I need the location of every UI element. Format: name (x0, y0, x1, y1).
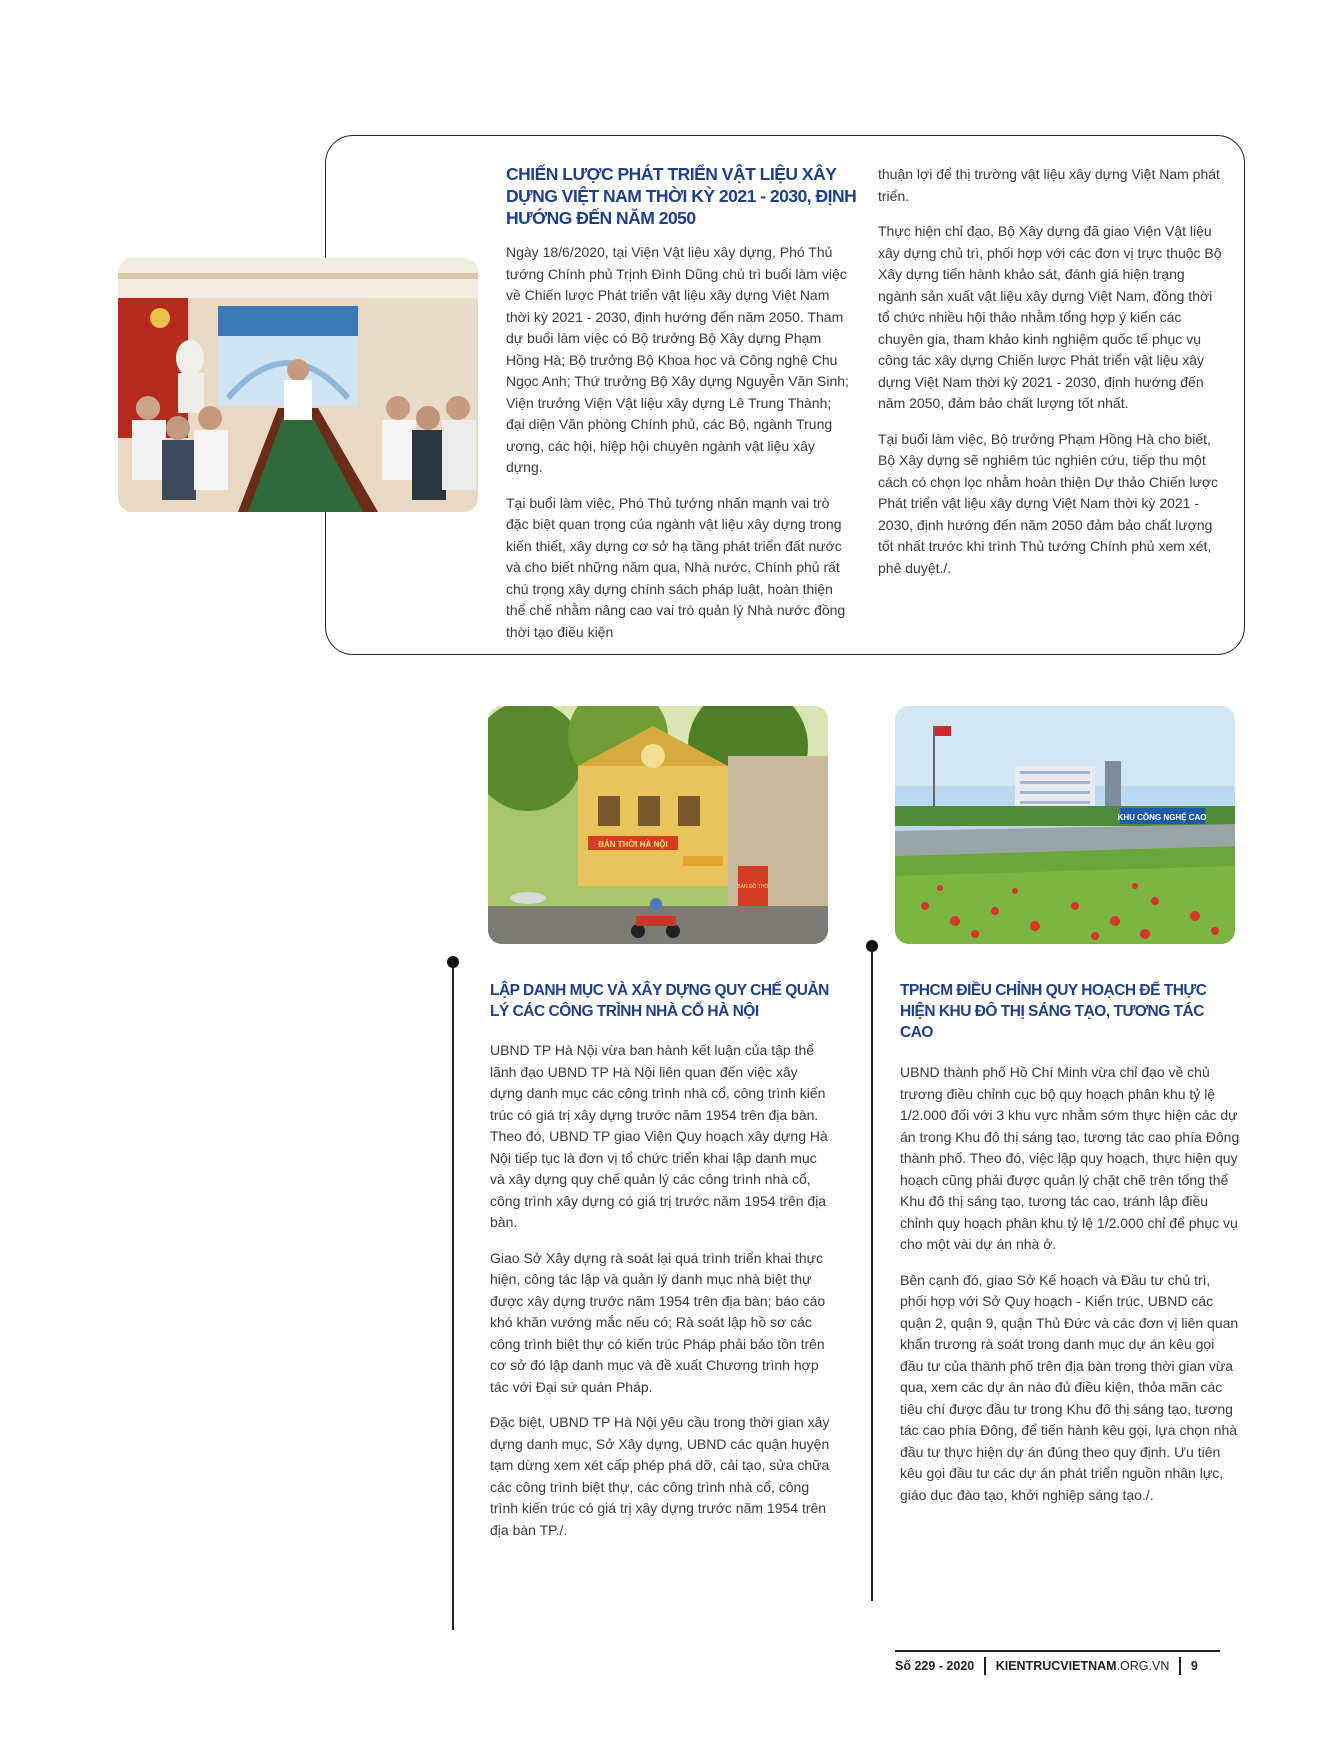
paragraph: Ngày 18/6/2020, tại Viện Vật liệu xây dựng, Phó Thủ tướng Chính phủ Trịnh Đình Dũng chủ trì buổi làm việc về Chiến lược Phát triển vật liệu xây dựng Việt Nam thời kỳ 2021 - 2030, định hướng đến năm 2050. Tham dự buổi làm việc có Bộ trưởng Bộ Xây dựng Phạm Hồng Hà; Bộ trưởng Bộ Khoa học và Công nghệ Chu Ngọc Anh; Thứ trưởng Bộ Xây dựng Nguyễn Văn Sinh; Viện trưởng Viện Vật liệu xây dựng Lê Trung Thành; đại diện Văn phòng Chính phủ, các Bộ, ngành Trung ương, các hội, hiệp hội chuyên ngành vật liệu xây dựng. (506, 244, 849, 475)
hanoi-article-body (490, 1040, 830, 1555)
meeting-photo (118, 258, 478, 512)
site-name: KIENTRUCVIETNAM (995, 1659, 1117, 1673)
lead-article-title: CHIẾN LƯỢC PHÁT TRIỂN VẬT LIỆU XÂY DỰNG VIỆT NAM THỜI KỲ 2021 - 2030, ĐỊNH HƯỚNG ĐẾN NĂM 2050 (506, 164, 857, 228)
timeline-line (871, 946, 873, 1601)
lead-article-column-right (878, 164, 1222, 593)
timeline-line (452, 962, 454, 1630)
paragraph: UBND thành phố Hồ Chí Minh vừa chỉ đạo về chủ trương điều chỉnh cục bộ quy hoạch phân khu tỷ lệ 1/2.000 đối với 3 khu vực nhằm sớm thực hiện các dự án trong Khu đô thị sáng tạo, tương tác cao phía Đông thành phố. Theo đó, việc lập quy hoạch, thực hiện quy hoạch cũng phải được quản lý chặt chẽ trên tổng thể Khu đô thị sáng tạo, tương tác cao, tránh lập điều chỉnh quy hoạch phân khu tỷ lệ 1/2.000 chỉ để phục vụ cho một vài dự án nhà ở. (900, 1064, 1240, 1252)
paragraph: thuận lợi để thị trường vật liệu xây dựng Việt Nam phát triển. (878, 166, 1220, 204)
footer-rule (895, 1650, 1220, 1652)
hanoi-article-title: LẬP DANH MỤC VÀ XÂY DỰNG QUY CHẾ QUẢN LÝ CÁC CÔNG TRÌNH NHÀ CỔ HÀ NỘI (490, 982, 829, 1020)
hanoi-old-house-photo (488, 706, 828, 944)
hcm-article-title: TPHCM ĐIỀU CHỈNH QUY HOẠCH ĐỂ THỰC HIỆN KHU ĐÔ THỊ SÁNG TẠO, TƯƠNG TÁC CAO (900, 982, 1207, 1041)
paragraph: UBND TP Hà Nội vừa ban hành kết luận của tập thể lãnh đạo UBND TP Hà Nội liên quan đến việc xây dựng danh mục các công trình nhà cổ, công trình kiến trúc có giá trị xây dựng trước năm 1954 trên địa bàn. Theo đó, UBND TP giao Viện Quy hoạch xây dựng Hà Nội tiếp tục là đơn vị tổ chức triển khai lập danh mục và xây dựng quy chế quản lý các công trình nhà cổ, công trình xây dựng có giá trị trước năm 1954 trên địa bàn. (490, 1042, 828, 1230)
paragraph: Bên cạnh đó, giao Sở Kế hoạch và Đầu tư chủ trì, phối hợp với Sở Quy hoạch - Kiến trúc, UBND các quận 2, quận 9, quận Thủ Đức và các đơn vị liên quan khẩn trương rà soát trong danh mục dự án kêu gọi đầu tư của thành phố trên địa bàn trong thời gian vừa qua, xem các dự án nào đủ điều kiện, thỏa mãn các tiêu chí được đầu tư trong Khu đô thị sáng tạo, tương tác cao phía Đông, để tiến hành kêu gọi, lựa chọn nhà đầu tư thực hiện dự án đúng theo quy định. Ưu tiên kêu gọi đầu tư các dự án phát triển nguồn nhân lực, giáo dục đào tạo, khởi nghiệp sáng tạo./. (900, 1271, 1239, 1503)
park-sign-text: KHU CÔNG NGHỆ CAO (1117, 813, 1207, 822)
paragraph: Tại buổi làm việc, Bộ trưởng Phạm Hồng Hà cho biết, Bộ Xây dựng sẽ nghiêm túc nghiên cứu, tiếp thu một cách có chọn lọc nhằm hoàn thiện Dự thảo Chiến lược Phát triển vật liệu xây dựng Việt Nam thời kỳ 2021 - 2030, định hướng đến năm 2050 đảm bảo chất lượng tốt nhất trước khi trình Thủ tướng Chính phủ xem xét, phê duyệt./. (878, 430, 1219, 576)
page-footer (895, 1655, 1220, 1677)
paragraph: Giao Sở Xây dựng rà soát lại quá trình triển khai thực hiện, công tác lập và quản lý danh mục nhà biệt thự được xây dựng trước năm 1954 trên địa bàn; báo cáo khó khăn vướng mắc nếu có; Rà soát lập hồ sơ các công trình biệt thự có kiến trúc Pháp phải bảo tồn trên cơ sở đó lập danh mục và đề xuất Chương trình hợp tác với Đại sứ quán Pháp. (490, 1249, 826, 1395)
hcm-article-body (900, 1062, 1240, 1520)
shop-sign-text: BÁN THỜI HÀ NỘI (598, 840, 668, 849)
lead-article-column-left (506, 242, 852, 657)
issue-number: Số 229 - 2020 (895, 1659, 975, 1673)
paragraph: Đặc biệt, UBND TP Hà Nội yêu cầu trong thời gian xây dựng danh mục, Sở Xây dựng, UBND các quận huyện tạm dừng xem xét cấp phép phá dỡ, cải tạo, sửa chữa các công trình biệt thự, các công trình nhà cổ, công trình kiến trúc có giá trị xây dựng trước năm 1954 trên địa bàn TP./. (490, 1414, 830, 1538)
paragraph: Thực hiện chỉ đạo, Bộ Xây dựng đã giao Viện Vật liệu xây dựng chủ trì, phối hợp với các đơn vị trực thuộc Bộ Xây dựng tiến hành khảo sát, đánh giá hiện trạng ngành sản xuất vật liệu xây dựng Việt Nam, đồng thời tổ chức nhiều hội thảo nhằm tổng hợp ý kiến các chuyên gia, tham khảo kinh nghiệm quốc tế phục vụ công tác xây dựng Chiến lược Phát triển vật liệu xây dựng Việt Nam thời kỳ 2021 - 2030, định hướng đến năm 2050, đảm bảo chất lượng tốt nhất. (878, 223, 1222, 411)
footer-separator (1179, 1657, 1181, 1675)
site-domain: .ORG.VN (1116, 1659, 1170, 1673)
hcm-hitech-park-photo (895, 706, 1235, 944)
paragraph: Tại buổi làm việc, Phó Thủ tướng nhấn mạnh vai trò đặc biệt quan trọng của ngành vật liệu xây dựng trong kiến thiết, xây dựng cơ sở hạ tầng phát triển đất nước và cho biết những năm qua, Nhà nước, Chính phủ rất chú trọng xây dựng chính sách pháp luật, hoàn thiện thể chế nhằm nâng cao vai trò quản lý Nhà nước đồng thời tạo điều kiện (506, 494, 846, 640)
page-number: 9 (1190, 1659, 1198, 1673)
footer-separator (984, 1657, 986, 1675)
shop-sign-text: BÁN ĐỒ THỜ (737, 884, 769, 890)
